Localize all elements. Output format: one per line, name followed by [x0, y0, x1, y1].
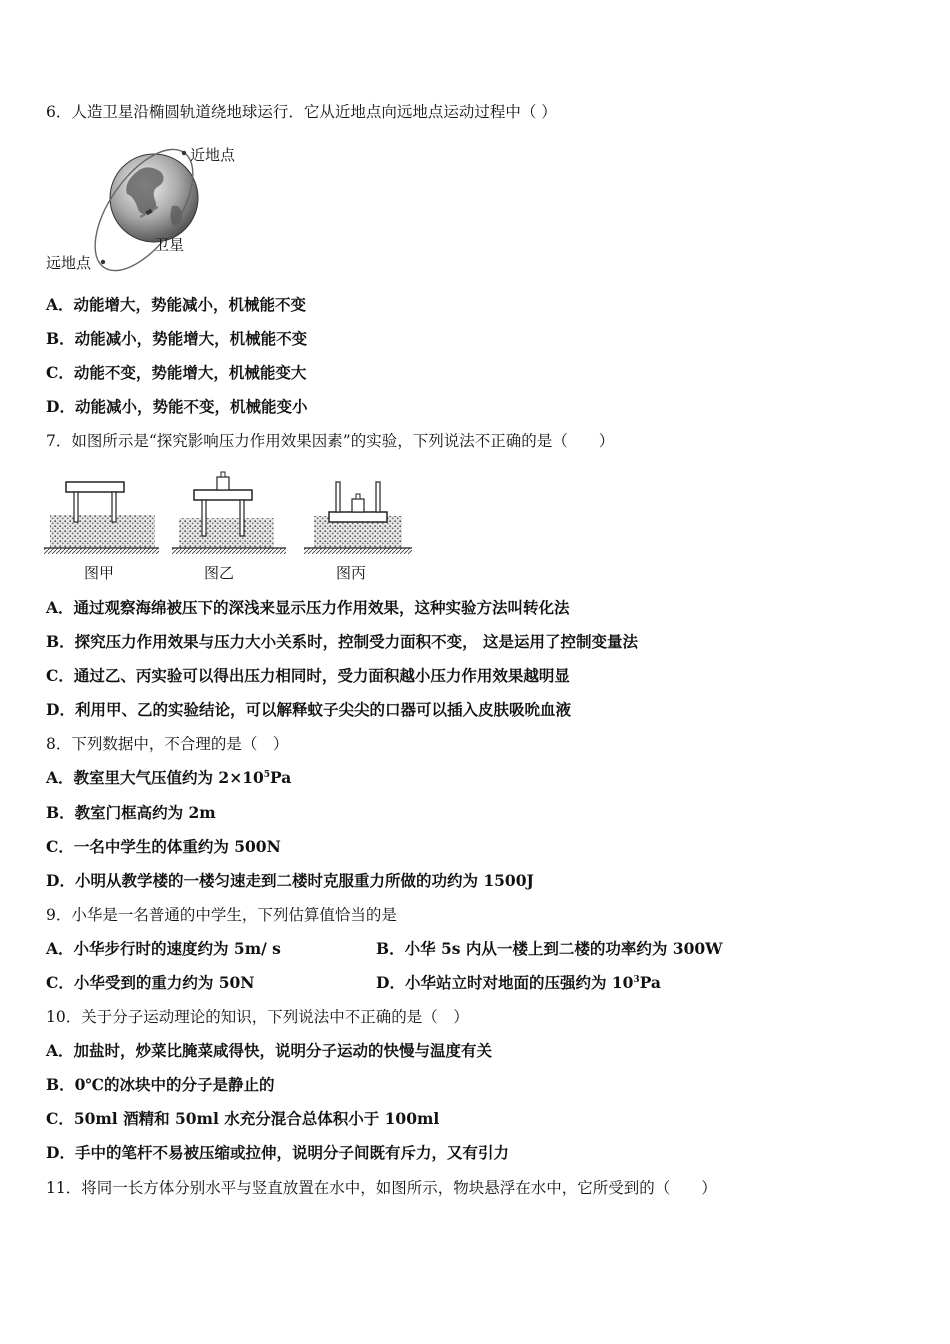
q8-stem: 8．下列数据中，不合理的是（ ） [46, 735, 289, 753]
far-point-label: 远地点 [46, 254, 92, 272]
q6-option-d: D．动能减小，势能不变，机械能变小 [46, 397, 308, 416]
q9-option-c: C．小华受到的重力约为 50N [46, 973, 255, 992]
near-point-label: 近地点 [190, 146, 236, 164]
ground-hatch [172, 548, 286, 554]
q6-option-c: C．动能不变，势能增大，机械能变大 [46, 363, 307, 382]
table-leg [202, 500, 206, 536]
q9-option-d [376, 973, 661, 993]
q10-option-a: A．加盐时，炒菜比腌菜咸得快，说明分子运动的快慢与温度有关 [46, 1041, 493, 1060]
q10-option-b: B．0℃的冰块中的分子是静止的 [46, 1075, 275, 1094]
satellite-label: 卫星 [154, 236, 185, 254]
q8-option-c: C．一名中学生的体重约为 500N [46, 837, 281, 856]
ground-hatch [304, 548, 412, 554]
q9-option-d-exponent: 3 [633, 975, 640, 985]
q7-option-a: A．通过观察海绵被压下的深浅来显示压力作用效果，这种实验方法叫转化法 [46, 598, 570, 617]
figure-jia [44, 482, 159, 554]
weight-knob [356, 494, 360, 499]
q7-option-b: B．探究压力作用效果与压力大小关系时，控制受力面积不变， 这是运用了控制变量法 [46, 632, 638, 651]
q8-option-b: B．教室门框高约为 2m [46, 803, 216, 822]
weight-knob [221, 472, 225, 477]
q10-stem: 10．关于分子运动理论的知识，下列说法中不正确的是（ ） [46, 1008, 469, 1026]
figure-bing-label: 图丙 [336, 564, 367, 582]
weight-block [352, 499, 364, 512]
q8-option-a-unit: Pa [270, 768, 292, 787]
q9-option-b: B．小华 5s 内从一楼上到二楼的功率约为 300W [376, 939, 723, 958]
q7-option-d: D．利用甲、乙的实验结论，可以解释蚊子尖尖的口器可以插入皮肤吸吮血液 [46, 700, 571, 719]
table-leg [74, 492, 78, 522]
near-point-marker [182, 151, 186, 155]
sponge-block [179, 518, 274, 548]
far-point-marker [101, 260, 105, 264]
q11-stem: 11．将同一长方体分别水平与竖直放置在水中，如图所示，物块悬浮在水中，它所受到的（ ） [46, 1179, 717, 1197]
figure-yi-label: 图乙 [204, 564, 235, 582]
sponge-block [50, 515, 155, 548]
q9-option-d-unit: Pa [639, 973, 661, 992]
q8-option-d: D．小明从教学楼的一楼匀速走到二楼时克服重力所做的功约为 1500J [46, 871, 534, 890]
weight-block [217, 477, 229, 490]
table-leg [240, 500, 244, 536]
inverted-table-top [329, 512, 387, 522]
q7-stem: 7．如图所示是“探究影响压力作用效果因素”的实验，下列说法不正确的是（ ） [46, 432, 615, 450]
table-leg-up [376, 482, 380, 512]
q9-option-a: A．小华步行时的速度约为 5m/ s [46, 939, 281, 958]
figure-yi [172, 472, 286, 554]
q8-option-a [46, 768, 291, 788]
figure-bing [304, 482, 412, 554]
q9-option-d-text: D．小华站立时对地面的压强约为 10 [376, 973, 634, 992]
q10-option-c: C．50ml 酒精和 50ml 水充分混合总体积小于 100ml [46, 1109, 440, 1128]
small-table-top [66, 482, 124, 492]
q6-option-a: A．动能增大，势能减小，机械能不变 [46, 295, 307, 314]
ground-hatch [44, 548, 159, 554]
q6-satellite-orbit-figure [44, 140, 244, 275]
q7-pressure-experiment-figure [44, 470, 414, 585]
q6-stem: 6．人造卫星沿椭圆轨道绕地球运行．它从近地点向远地点运动过程中（ ） [46, 103, 557, 121]
table-leg-up [336, 482, 340, 512]
table-leg [112, 492, 116, 522]
q10-option-d: D．手中的笔杆不易被压缩或拉伸，说明分子间既有斥力，又有引力 [46, 1143, 509, 1162]
q8-option-a-text: A．教室里大气压值约为 2×10 [46, 768, 264, 787]
q9-stem: 9．小华是一名普通的中学生，下列估算值恰当的是 [46, 906, 397, 924]
q6-option-b: B．动能减小，势能增大，机械能不变 [46, 329, 308, 348]
q7-option-c: C．通过乙、丙实验可以得出压力相同时，受力面积越小压力作用效果越明显 [46, 666, 570, 685]
small-table-top [194, 490, 252, 500]
q8-option-a-exponent: 5 [263, 770, 271, 780]
figure-jia-label: 图甲 [84, 564, 115, 582]
